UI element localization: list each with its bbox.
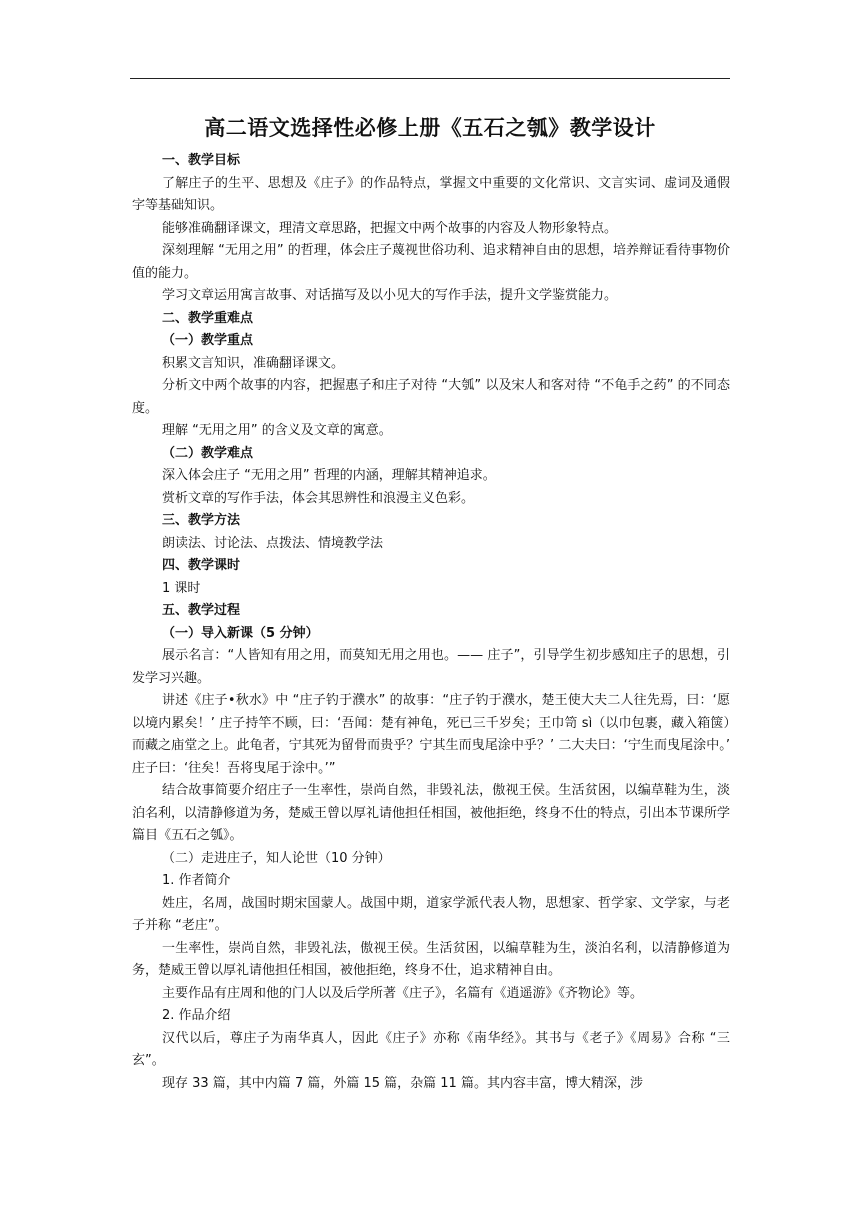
paragraph: 了解庄子的生平、思想及《庄子》的作品特点，掌握文中重要的文化常识、文言实词、虚词及通假字等基础知识。 <box>132 175 730 213</box>
paragraph: 1 课时 <box>162 580 201 596</box>
subsection-heading: （二）教学难点 <box>162 445 254 461</box>
paragraph: （二）走进庄子，知人论世（10 分钟） <box>162 850 391 866</box>
paragraph: 一生率性，崇尚自然，非毁礼法，傲视王侯。生活贫困，以编草鞋为生，淡泊名利，以清静修道为务，楚威王曾以厚礼请他担任相国，被他拒绝，终身不仕，追求精神自由。 <box>132 940 730 978</box>
section-heading: 四、教学课时 <box>162 558 241 573</box>
paragraph: 讲述《庄子•秋水》中 “庄子钓于濮水” 的故事：“庄子钓于濮水，楚王使大夫二人往先焉，曰：‘愿以境内累矣！’ 庄子持竿不顾，曰：‘吾闻：楚有神龟，死已三千岁矣；王巾笥 sì（以巾包裹，藏入箱箧）而藏之庙堂之上。此龟者，宁其死为留骨而贵乎？宁其生而曳尾涂中乎？’ 二大夫曰：‘宁生而曳尾涂中。’ 庄子曰：‘往矣！吾将曳尾于涂中。’” <box>132 693 730 776</box>
paragraph: 主要作品有庄周和他的门人以及后学所著《庄子》，名篇有《逍遥游》《齐物论》等。 <box>162 985 644 1001</box>
paragraph: 赏析文章的写作手法，体会其思辨性和浪漫主义色彩。 <box>162 490 475 506</box>
document-body <box>132 150 730 1095</box>
header-rule <box>130 78 730 79</box>
paragraph: 能够准确翻译课文，理清文章思路，把握文中两个故事的内容及人物形象特点。 <box>162 220 618 236</box>
paragraph: 深入体会庄子 “无用之用” 哲理的内涵，理解其精神追求。 <box>162 468 496 483</box>
paragraph: 2. 作品介绍 <box>162 1008 231 1023</box>
paragraph: 分析文中两个故事的内容，把握惠子和庄子对待 “大瓠” 以及宋人和客对待 “不龟手之药” 的不同态度。 <box>132 378 730 416</box>
page-title: 高二语文选择性必修上册《五石之瓠》教学设计 <box>204 115 656 140</box>
section-heading: 一、教学目标 <box>162 153 241 168</box>
paragraph: 积累文言知识，准确翻译课文。 <box>162 355 345 371</box>
paragraph: 姓庄，名周，战国时期宋国蒙人。战国中期，道家学派代表人物，思想家、哲学家、文学家，与老子并称 “老庄”。 <box>132 895 730 933</box>
paragraph: 现存 33 篇，其中内篇 7 篇，外篇 15 篇，杂篇 11 篇。其内容丰富，博大精深，涉 <box>162 1075 643 1091</box>
paragraph: 展示名言：“人皆知有用之用，而莫知无用之用也。—— 庄子”，引导学生初步感知庄子的思想，引发学习兴趣。 <box>132 648 730 686</box>
paragraph: 理解 “无用之用” 的含义及文章的寓意。 <box>162 423 392 438</box>
subsection-heading: （一）教学重点 <box>162 333 254 348</box>
section-heading: 二、教学重难点 <box>162 310 254 326</box>
paragraph: 结合故事简要介绍庄子一生率性，崇尚自然，非毁礼法，傲视王侯。生活贫困，以编草鞋为生，淡泊名利，以清静修道为务，楚威王曾以厚礼请他担任相国，被他拒绝，终身不仕的特点，引出本节课所学篇目《五石之瓠》。 <box>132 783 731 843</box>
paragraph: 学习文章运用寓言故事、对话描写及以小见大的写作手法，提升文学鉴赏能力。 <box>162 288 618 303</box>
section-heading: 五、教学过程 <box>162 603 241 618</box>
paragraph: 朗读法、讨论法、点拨法、情境教学法 <box>162 535 384 551</box>
paragraph: 深刻理解 “无用之用” 的哲理，体会庄子蔑视世俗功利、追求精神自由的思想，培养辩证看待事物价值的能力。 <box>132 243 730 281</box>
subsection-heading: （一）导入新课（5 分钟） <box>162 625 319 641</box>
section-heading: 三、教学方法 <box>162 513 241 528</box>
paragraph: 1. 作者简介 <box>162 873 231 888</box>
paragraph: 汉代以后，尊庄子为南华真人，因此《庄子》亦称《南华经》。其书与《老子》《周易》合称 “三玄”。 <box>132 1030 730 1068</box>
